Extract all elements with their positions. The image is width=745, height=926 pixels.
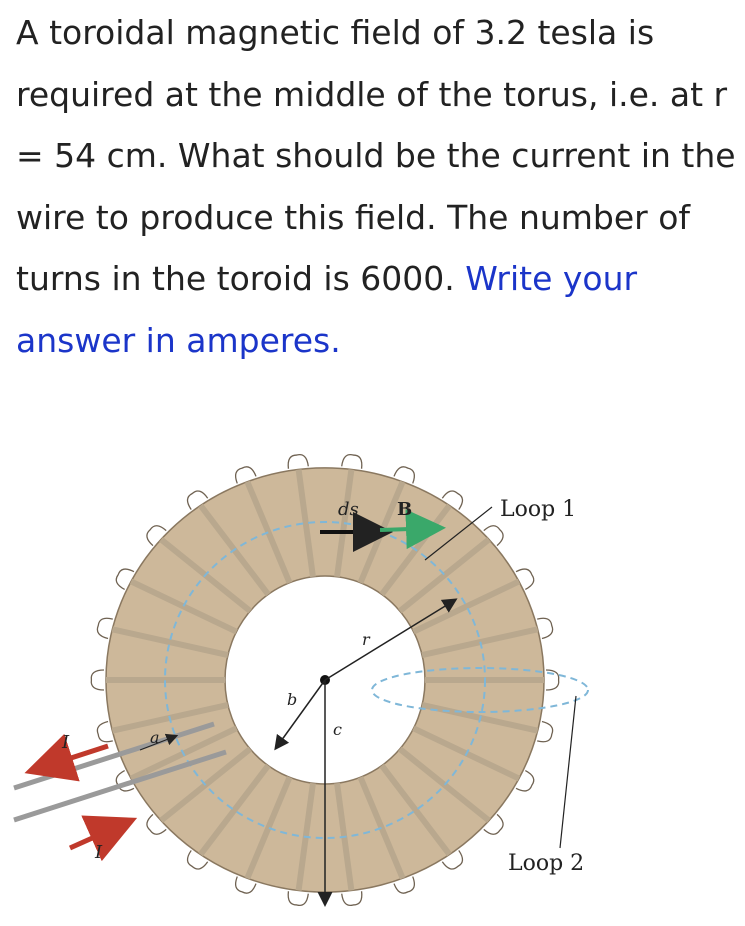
B-vector-arrow <box>380 528 438 530</box>
label-c: c <box>333 720 342 739</box>
label-current-top: I <box>62 732 70 753</box>
current-arrow-in <box>34 746 108 770</box>
winding-loop <box>91 670 104 690</box>
label-B: B <box>397 499 413 520</box>
equals-sign: = <box>16 136 55 175</box>
variable-r: r <box>713 74 728 114</box>
toroid-figure <box>0 440 745 926</box>
label-a: a <box>150 728 160 747</box>
radius-value: 54 cm <box>54 136 157 175</box>
winding-loop <box>342 891 362 905</box>
label-ds: ds <box>338 499 359 520</box>
radius-b-arrow <box>276 680 325 748</box>
label-loop1: Loop 1 <box>500 497 577 522</box>
question-part1: A toroidal magnetic field of 3.2 tesla is required at the middle of the torus, i.e. at <box>16 13 714 114</box>
question-part2: . What should be the current in the wire to produce this field. The number of turns in the toroid is 6000. <box>16 136 736 298</box>
loop2-pointer-line <box>560 696 576 848</box>
winding-loop <box>288 455 308 469</box>
winding-loop <box>288 891 308 905</box>
label-loop2: Loop 2 <box>508 851 585 876</box>
label-b: b <box>287 690 298 709</box>
winding-loop <box>342 455 362 469</box>
toroid-diagram <box>0 440 745 926</box>
label-current-bottom: I <box>95 842 103 863</box>
answer-instruction: Write your answer in amperes. <box>16 259 638 360</box>
label-r: r <box>362 630 370 649</box>
question-text <box>16 2 738 371</box>
